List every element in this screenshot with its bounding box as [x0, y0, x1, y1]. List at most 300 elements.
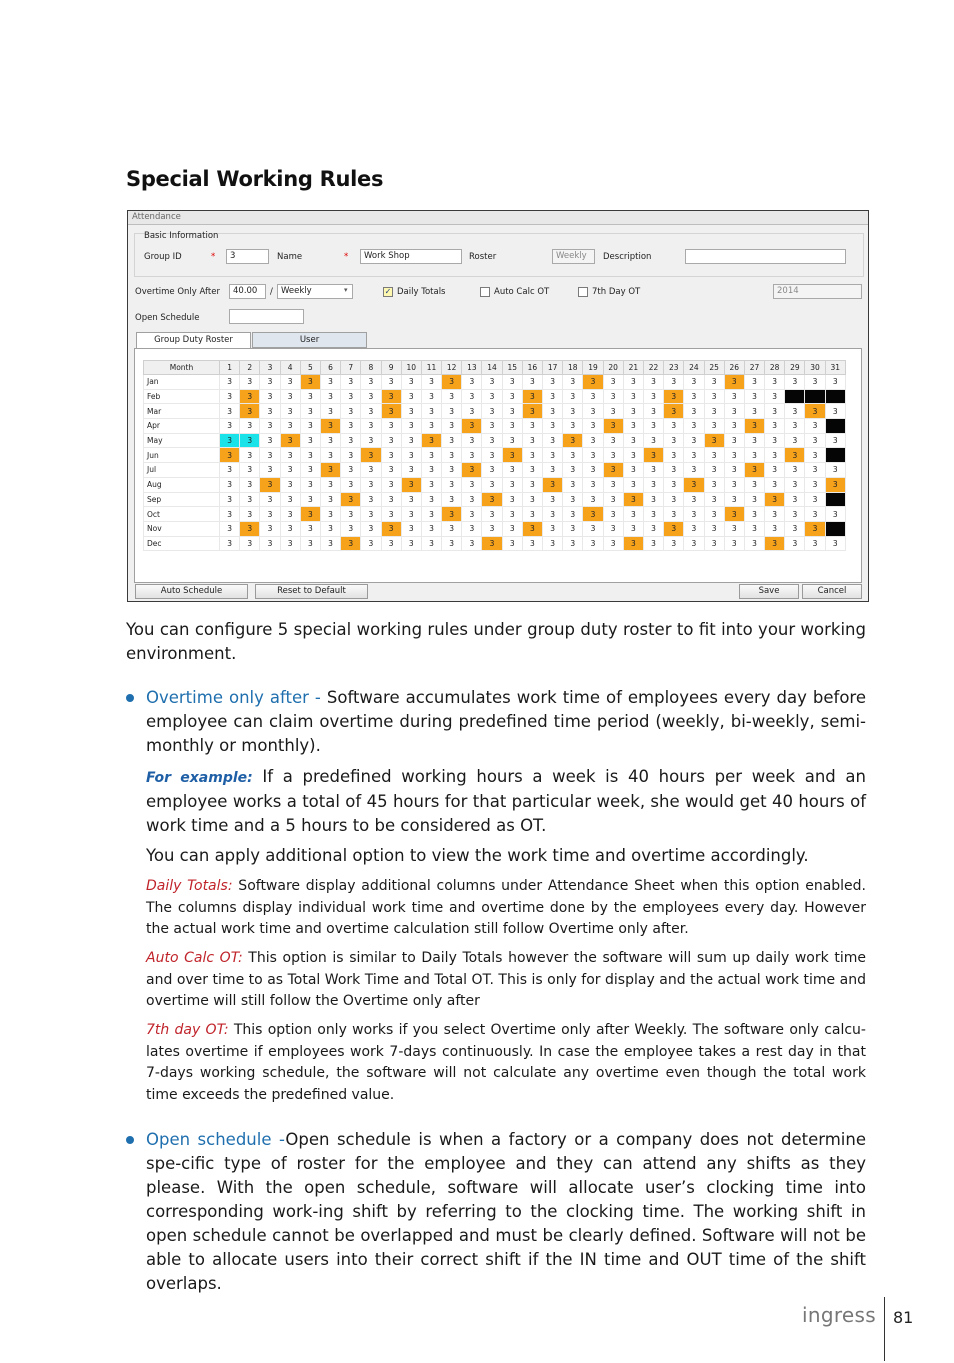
roster-cell[interactable]: 3 [300, 536, 320, 551]
roster-cell[interactable]: 3 [401, 521, 421, 536]
roster-cell[interactable]: 3 [563, 419, 583, 434]
roster-cell[interactable]: 3 [603, 507, 623, 522]
roster-cell[interactable]: 3 [805, 404, 825, 419]
roster-cell[interactable]: 3 [462, 536, 482, 551]
roster-cell[interactable]: 3 [623, 463, 643, 478]
roster-cell[interactable]: 3 [704, 477, 724, 492]
roster-cell[interactable]: 3 [280, 463, 300, 478]
roster-cell[interactable]: 3 [361, 389, 381, 404]
roster-cell[interactable]: 3 [724, 404, 744, 419]
roster-cell[interactable]: 3 [401, 389, 421, 404]
roster-cell[interactable]: 3 [805, 477, 825, 492]
roster-cell[interactable]: 3 [724, 419, 744, 434]
roster-cell[interactable]: 3 [805, 433, 825, 448]
roster-cell[interactable]: 3 [260, 389, 280, 404]
roster-cell[interactable]: 3 [765, 521, 785, 536]
roster-cell[interactable]: 3 [623, 448, 643, 463]
roster-cell[interactable]: 3 [401, 477, 421, 492]
roster-cell[interactable]: 3 [240, 492, 260, 507]
roster-cell[interactable]: 3 [724, 536, 744, 551]
roster-cell[interactable]: 3 [684, 389, 704, 404]
roster-cell[interactable]: 3 [785, 521, 805, 536]
roster-cell[interactable]: 3 [401, 463, 421, 478]
roster-cell[interactable]: 3 [563, 404, 583, 419]
roster-cell[interactable]: 3 [765, 492, 785, 507]
roster-cell[interactable]: 3 [704, 463, 724, 478]
roster-cell[interactable]: 3 [765, 448, 785, 463]
roster-cell[interactable]: 3 [462, 433, 482, 448]
roster-cell[interactable]: 3 [482, 507, 502, 522]
roster-cell[interactable]: 3 [421, 521, 441, 536]
roster-cell[interactable]: 3 [401, 536, 421, 551]
roster-cell[interactable]: 3 [765, 477, 785, 492]
roster-cell[interactable]: 3 [381, 463, 401, 478]
roster-cell[interactable]: 3 [684, 433, 704, 448]
roster-cell[interactable]: 3 [765, 375, 785, 390]
roster-cell[interactable]: 3 [462, 375, 482, 390]
roster-cell[interactable]: 3 [482, 419, 502, 434]
roster-cell[interactable]: 3 [421, 433, 441, 448]
roster-cell[interactable]: 3 [724, 477, 744, 492]
roster-cell[interactable]: 3 [805, 419, 825, 434]
roster-cell[interactable]: 3 [401, 492, 421, 507]
roster-cell[interactable]: 3 [522, 477, 542, 492]
roster-cell[interactable]: 3 [442, 404, 462, 419]
roster-cell[interactable]: 3 [462, 477, 482, 492]
roster-cell[interactable]: 3 [825, 433, 845, 448]
roster-cell[interactable]: 3 [623, 419, 643, 434]
roster-cell[interactable]: 3 [320, 536, 340, 551]
roster-cell[interactable]: 3 [220, 448, 240, 463]
roster-cell[interactable]: 3 [260, 375, 280, 390]
roster-cell[interactable]: 3 [623, 375, 643, 390]
roster-cell[interactable]: 3 [220, 389, 240, 404]
roster-cell[interactable]: 3 [320, 521, 340, 536]
roster-cell[interactable]: 3 [482, 521, 502, 536]
roster-cell[interactable]: 3 [583, 507, 603, 522]
roster-cell[interactable]: 3 [785, 404, 805, 419]
roster-cell[interactable]: 3 [543, 389, 563, 404]
roster-cell[interactable]: 3 [240, 419, 260, 434]
roster-cell[interactable]: 3 [765, 536, 785, 551]
roster-cell[interactable]: 3 [240, 448, 260, 463]
roster-cell[interactable]: 3 [664, 536, 684, 551]
roster-cell[interactable]: 3 [825, 536, 845, 551]
roster-cell[interactable]: 3 [220, 492, 240, 507]
roster-cell[interactable]: 3 [522, 463, 542, 478]
roster-cell[interactable]: 3 [320, 433, 340, 448]
roster-cell[interactable]: 3 [220, 536, 240, 551]
roster-cell[interactable]: 3 [341, 448, 361, 463]
roster-cell[interactable]: 3 [381, 507, 401, 522]
roster-cell[interactable]: 3 [361, 521, 381, 536]
roster-cell[interactable]: 3 [643, 375, 663, 390]
roster-cell[interactable]: 3 [563, 433, 583, 448]
roster-cell[interactable]: 3 [280, 448, 300, 463]
roster-cell[interactable]: 3 [603, 448, 623, 463]
roster-cell[interactable]: 3 [442, 389, 462, 404]
roster-cell[interactable]: 3 [583, 448, 603, 463]
roster-cell[interactable]: 3 [704, 419, 724, 434]
roster-cell[interactable]: 3 [502, 521, 522, 536]
roster-cell[interactable]: 3 [724, 375, 744, 390]
roster-cell[interactable]: 3 [361, 375, 381, 390]
roster-cell[interactable]: 3 [320, 389, 340, 404]
roster-cell[interactable]: 3 [381, 477, 401, 492]
roster-cell[interactable]: 3 [401, 375, 421, 390]
roster-cell[interactable]: 3 [320, 463, 340, 478]
roster-cell[interactable]: 3 [623, 477, 643, 492]
roster-cell[interactable]: 3 [341, 419, 361, 434]
roster-cell[interactable]: 3 [320, 492, 340, 507]
roster-cell[interactable]: 3 [643, 536, 663, 551]
roster-cell[interactable]: 3 [825, 404, 845, 419]
auto-schedule-button[interactable]: Auto Schedule [135, 584, 248, 599]
roster-cell[interactable]: 3 [825, 463, 845, 478]
roster-cell[interactable]: 3 [280, 375, 300, 390]
roster-cell[interactable]: 3 [543, 507, 563, 522]
roster-cell[interactable]: 3 [744, 477, 764, 492]
roster-cell[interactable]: 3 [522, 404, 542, 419]
roster-cell[interactable]: 3 [603, 375, 623, 390]
roster-cell[interactable]: 3 [623, 389, 643, 404]
roster-cell[interactable]: 3 [603, 404, 623, 419]
roster-cell[interactable]: 3 [724, 463, 744, 478]
roster-cell[interactable]: 3 [603, 521, 623, 536]
roster-cell[interactable]: 3 [522, 448, 542, 463]
roster-cell[interactable]: 3 [442, 433, 462, 448]
roster-cell[interactable]: 3 [603, 463, 623, 478]
roster-cell[interactable]: 3 [361, 507, 381, 522]
roster-cell[interactable]: 3 [785, 433, 805, 448]
roster-cell[interactable]: 3 [744, 448, 764, 463]
roster-cell[interactable]: 3 [280, 419, 300, 434]
roster-cell[interactable]: 3 [643, 521, 663, 536]
roster-cell[interactable]: 3 [421, 507, 441, 522]
roster-cell[interactable]: 3 [240, 375, 260, 390]
roster-cell[interactable]: 3 [320, 477, 340, 492]
roster-cell[interactable]: 3 [361, 536, 381, 551]
roster-cell[interactable]: 3 [724, 448, 744, 463]
roster-cell[interactable]: 3 [744, 419, 764, 434]
roster-cell[interactable]: 3 [765, 507, 785, 522]
roster-cell[interactable]: 3 [421, 492, 441, 507]
roster-cell[interactable]: 3 [704, 492, 724, 507]
roster-cell[interactable]: 3 [260, 404, 280, 419]
roster-cell[interactable]: 3 [300, 477, 320, 492]
roster-cell[interactable]: 3 [785, 419, 805, 434]
roster-cell[interactable]: 3 [220, 477, 240, 492]
roster-cell[interactable]: 3 [442, 477, 462, 492]
roster-cell[interactable]: 3 [724, 521, 744, 536]
roster-cell[interactable]: 3 [300, 463, 320, 478]
roster-cell[interactable]: 3 [704, 507, 724, 522]
roster-cell[interactable]: 3 [583, 521, 603, 536]
roster-cell[interactable]: 3 [785, 507, 805, 522]
roster-cell[interactable]: 3 [765, 433, 785, 448]
roster-cell[interactable]: 3 [684, 448, 704, 463]
roster-cell[interactable]: 3 [765, 404, 785, 419]
roster-cell[interactable]: 3 [442, 448, 462, 463]
cancel-button[interactable]: Cancel [802, 584, 862, 599]
save-button[interactable]: Save [739, 584, 799, 599]
roster-cell[interactable]: 3 [522, 507, 542, 522]
roster-cell[interactable]: 3 [421, 463, 441, 478]
roster-cell[interactable]: 3 [643, 404, 663, 419]
roster-cell[interactable]: 3 [522, 492, 542, 507]
roster-cell[interactable]: 3 [543, 492, 563, 507]
roster-cell[interactable]: 3 [260, 463, 280, 478]
roster-cell[interactable]: 3 [684, 536, 704, 551]
roster-cell[interactable]: 3 [664, 507, 684, 522]
roster-cell[interactable]: 3 [341, 375, 361, 390]
roster-cell[interactable]: 3 [563, 463, 583, 478]
roster-cell[interactable]: 3 [684, 477, 704, 492]
roster-cell[interactable]: 3 [220, 521, 240, 536]
roster-cell[interactable]: 3 [664, 492, 684, 507]
roster-cell[interactable]: 3 [664, 463, 684, 478]
roster-cell[interactable]: 3 [442, 536, 462, 551]
roster-cell[interactable]: 3 [401, 448, 421, 463]
roster-cell[interactable]: 3 [744, 389, 764, 404]
roster-cell[interactable]: 3 [744, 492, 764, 507]
roster-cell[interactable]: 3 [522, 375, 542, 390]
roster-cell[interactable]: 3 [543, 521, 563, 536]
roster-cell[interactable]: 3 [603, 389, 623, 404]
roster-cell[interactable]: 3 [482, 536, 502, 551]
roster-cell[interactable]: 3 [825, 507, 845, 522]
roster-cell[interactable]: 3 [522, 389, 542, 404]
roster-cell[interactable]: 3 [643, 389, 663, 404]
empty-day-cell[interactable] [825, 521, 845, 536]
roster-cell[interactable]: 3 [260, 492, 280, 507]
roster-cell[interactable]: 3 [361, 492, 381, 507]
roster-cell[interactable]: 3 [765, 419, 785, 434]
roster-cell[interactable]: 3 [300, 375, 320, 390]
roster-cell[interactable]: 3 [280, 492, 300, 507]
roster-cell[interactable]: 3 [563, 477, 583, 492]
roster-cell[interactable]: 3 [563, 492, 583, 507]
roster-cell[interactable]: 3 [583, 404, 603, 419]
roster-cell[interactable]: 3 [563, 389, 583, 404]
roster-cell[interactable]: 3 [744, 404, 764, 419]
roster-cell[interactable]: 3 [724, 492, 744, 507]
roster-cell[interactable]: 3 [502, 419, 522, 434]
roster-cell[interactable]: 3 [563, 521, 583, 536]
tab-user[interactable]: User [252, 332, 367, 348]
roster-cell[interactable]: 3 [664, 419, 684, 434]
roster-cell[interactable]: 3 [785, 536, 805, 551]
roster-cell[interactable]: 3 [482, 492, 502, 507]
roster-cell[interactable]: 3 [482, 448, 502, 463]
roster-cell[interactable]: 3 [401, 433, 421, 448]
empty-day-cell[interactable] [785, 389, 805, 404]
roster-cell[interactable]: 3 [583, 463, 603, 478]
roster-cell[interactable]: 3 [260, 507, 280, 522]
roster-cell[interactable]: 3 [785, 477, 805, 492]
roster-cell[interactable]: 3 [300, 389, 320, 404]
roster-cell[interactable]: 3 [421, 375, 441, 390]
roster-cell[interactable]: 3 [744, 521, 764, 536]
roster-cell[interactable]: 3 [260, 536, 280, 551]
roster-cell[interactable]: 3 [442, 492, 462, 507]
roster-cell[interactable]: 3 [522, 419, 542, 434]
roster-input[interactable]: Weekly [552, 249, 595, 264]
roster-cell[interactable]: 3 [583, 375, 603, 390]
roster-cell[interactable]: 3 [401, 507, 421, 522]
roster-cell[interactable]: 3 [381, 536, 401, 551]
roster-cell[interactable]: 3 [744, 507, 764, 522]
daily-totals-checkbox[interactable]: ✓ [384, 287, 392, 296]
roster-cell[interactable]: 3 [482, 375, 502, 390]
roster-cell[interactable]: 3 [603, 433, 623, 448]
roster-cell[interactable]: 3 [341, 404, 361, 419]
roster-cell[interactable]: 3 [543, 536, 563, 551]
roster-cell[interactable]: 3 [805, 521, 825, 536]
roster-cell[interactable]: 3 [684, 375, 704, 390]
roster-cell[interactable]: 3 [381, 389, 401, 404]
roster-cell[interactable]: 3 [643, 448, 663, 463]
roster-cell[interactable]: 3 [462, 521, 482, 536]
roster-cell[interactable]: 3 [280, 521, 300, 536]
roster-cell[interactable]: 3 [543, 477, 563, 492]
year-select[interactable]: 2014 [773, 284, 862, 299]
roster-cell[interactable]: 3 [785, 448, 805, 463]
roster-cell[interactable]: 3 [280, 477, 300, 492]
roster-cell[interactable]: 3 [401, 419, 421, 434]
roster-cell[interactable]: 3 [704, 389, 724, 404]
roster-cell[interactable]: 3 [361, 404, 381, 419]
roster-cell[interactable]: 3 [341, 492, 361, 507]
roster-cell[interactable]: 3 [260, 448, 280, 463]
roster-cell[interactable]: 3 [724, 433, 744, 448]
roster-cell[interactable]: 3 [381, 448, 401, 463]
roster-cell[interactable]: 3 [543, 375, 563, 390]
roster-cell[interactable]: 3 [623, 492, 643, 507]
roster-cell[interactable]: 3 [280, 536, 300, 551]
seventh-day-checkbox[interactable] [578, 287, 588, 297]
roster-cell[interactable]: 3 [623, 521, 643, 536]
roster-cell[interactable]: 3 [341, 521, 361, 536]
roster-cell[interactable]: 3 [643, 433, 663, 448]
roster-cell[interactable]: 3 [684, 463, 704, 478]
roster-cell[interactable]: 3 [421, 536, 441, 551]
roster-cell[interactable]: 3 [381, 375, 401, 390]
roster-cell[interactable]: 3 [744, 433, 764, 448]
roster-cell[interactable]: 3 [280, 433, 300, 448]
roster-cell[interactable]: 3 [684, 521, 704, 536]
roster-cell[interactable]: 3 [825, 375, 845, 390]
roster-cell[interactable]: 3 [260, 477, 280, 492]
roster-cell[interactable]: 3 [825, 477, 845, 492]
roster-cell[interactable]: 3 [543, 448, 563, 463]
roster-cell[interactable]: 3 [482, 463, 502, 478]
roster-cell[interactable]: 3 [361, 419, 381, 434]
roster-cell[interactable]: 3 [704, 521, 724, 536]
roster-cell[interactable]: 3 [361, 433, 381, 448]
roster-cell[interactable]: 3 [300, 419, 320, 434]
roster-cell[interactable]: 3 [220, 463, 240, 478]
roster-cell[interactable]: 3 [643, 507, 663, 522]
roster-cell[interactable]: 3 [280, 389, 300, 404]
roster-cell[interactable]: 3 [664, 389, 684, 404]
roster-cell[interactable]: 3 [300, 448, 320, 463]
roster-cell[interactable]: 3 [765, 389, 785, 404]
roster-cell[interactable]: 3 [563, 375, 583, 390]
roster-cell[interactable]: 3 [502, 389, 522, 404]
roster-cell[interactable]: 3 [442, 375, 462, 390]
tab-group-duty-roster[interactable]: Group Duty Roster [136, 332, 251, 348]
roster-cell[interactable]: 3 [482, 389, 502, 404]
roster-cell[interactable]: 3 [583, 536, 603, 551]
roster-cell[interactable]: 3 [664, 477, 684, 492]
roster-cell[interactable]: 3 [603, 536, 623, 551]
roster-cell[interactable]: 3 [240, 404, 260, 419]
roster-cell[interactable]: 3 [220, 375, 240, 390]
roster-cell[interactable]: 3 [623, 404, 643, 419]
roster-cell[interactable]: 3 [502, 477, 522, 492]
roster-cell[interactable]: 3 [482, 433, 502, 448]
roster-cell[interactable]: 3 [320, 375, 340, 390]
roster-cell[interactable]: 3 [664, 521, 684, 536]
roster-cell[interactable]: 3 [220, 507, 240, 522]
roster-cell[interactable]: 3 [240, 477, 260, 492]
roster-cell[interactable]: 3 [462, 404, 482, 419]
roster-cell[interactable]: 3 [240, 433, 260, 448]
roster-cell[interactable]: 3 [805, 448, 825, 463]
roster-cell[interactable]: 3 [280, 507, 300, 522]
roster-cell[interactable]: 3 [381, 404, 401, 419]
open-schedule-input[interactable] [229, 309, 304, 324]
roster-cell[interactable]: 3 [300, 433, 320, 448]
roster-cell[interactable]: 3 [240, 536, 260, 551]
roster-cell[interactable]: 3 [543, 463, 563, 478]
roster-cell[interactable]: 3 [543, 419, 563, 434]
roster-cell[interactable]: 3 [603, 477, 623, 492]
roster-cell[interactable]: 3 [320, 404, 340, 419]
roster-cell[interactable]: 3 [462, 419, 482, 434]
roster-cell[interactable]: 3 [442, 507, 462, 522]
roster-cell[interactable]: 3 [401, 404, 421, 419]
roster-cell[interactable]: 3 [320, 448, 340, 463]
roster-cell[interactable]: 3 [381, 433, 401, 448]
roster-cell[interactable]: 3 [785, 492, 805, 507]
roster-cell[interactable]: 3 [502, 375, 522, 390]
roster-cell[interactable]: 3 [502, 536, 522, 551]
description-input[interactable] [685, 249, 846, 264]
roster-cell[interactable]: 3 [522, 536, 542, 551]
roster-cell[interactable]: 3 [543, 433, 563, 448]
roster-cell[interactable]: 3 [502, 404, 522, 419]
roster-cell[interactable]: 3 [320, 507, 340, 522]
roster-cell[interactable]: 3 [583, 477, 603, 492]
roster-cell[interactable]: 3 [502, 492, 522, 507]
roster-cell[interactable]: 3 [724, 507, 744, 522]
roster-cell[interactable]: 3 [704, 433, 724, 448]
name-input[interactable]: Work Shop [360, 249, 462, 264]
roster-cell[interactable]: 3 [421, 419, 441, 434]
reset-default-button[interactable]: Reset to Default [255, 584, 368, 599]
roster-cell[interactable]: 3 [623, 536, 643, 551]
roster-cell[interactable]: 3 [623, 433, 643, 448]
roster-cell[interactable]: 3 [805, 507, 825, 522]
roster-cell[interactable]: 3 [744, 463, 764, 478]
roster-cell[interactable]: 3 [361, 477, 381, 492]
roster-cell[interactable]: 3 [240, 389, 260, 404]
roster-cell[interactable]: 3 [381, 492, 401, 507]
roster-cell[interactable]: 3 [664, 375, 684, 390]
roster-cell[interactable]: 3 [421, 448, 441, 463]
